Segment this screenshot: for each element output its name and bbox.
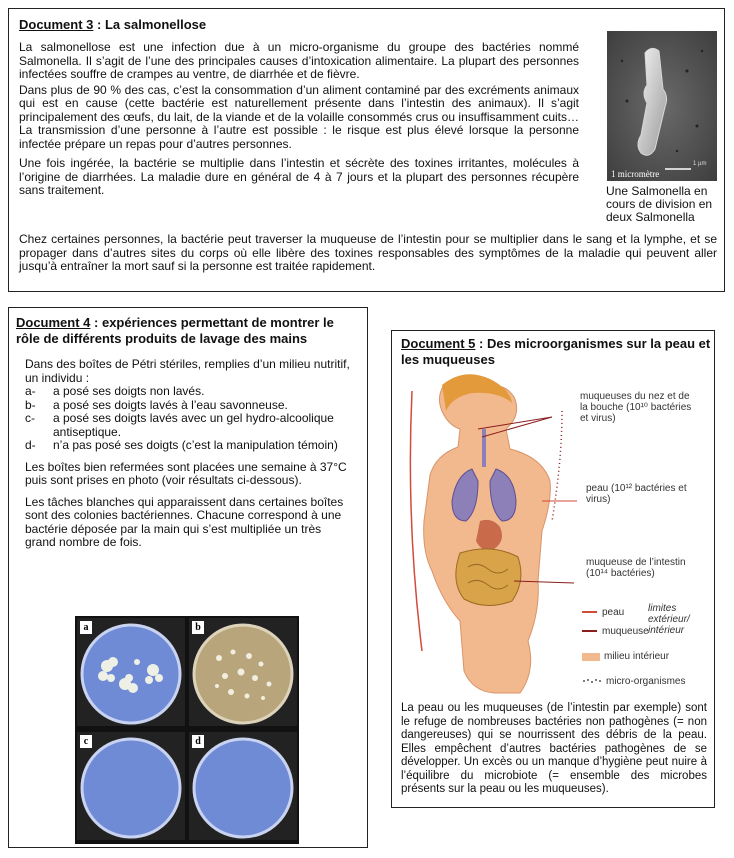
list-item [25, 385, 355, 399]
body-diagram [402, 371, 707, 699]
doc3-paragraph-1: La salmonellose est une infection due à un micro-organisme du groupe des bactéries nommé Salmonella. Il s’agit de l’une des principales causes d’intoxication alimentaire. La plupart des personnes infectées souffre de crampes au ventre, de diarrhée et de fièvre. [19, 40, 579, 81]
petri-dish-a [77, 618, 185, 726]
legend-limites: limites extérieur/ intérieur [648, 603, 690, 636]
doc3-paragraph-4: Chez certaines personnes, la bactérie peut traverser la muqueuse de l’intestin pour se multiplier dans le sang et la lymphe, et se propager dans d’autres sites du corps où elle libère des toxines responsables des symptômes de la maladie qui peuvent aller jusqu’à entraîner la mort sauf si la personne est traitée rapidement. [19, 232, 717, 273]
plate-label-a: a [80, 621, 92, 634]
list-item-text: a posé ses doigts lavés avec un gel hydro-alcoolique antiseptique. [53, 411, 334, 439]
plate-label-d: d [192, 735, 204, 748]
doc4-intro: Dans des boîtes de Pétri stériles, remplies d’un milieu nutritif, un individu : [25, 357, 350, 385]
list-item-key: a- [25, 384, 36, 398]
list-item-key: d- [25, 438, 36, 452]
list-item [25, 439, 355, 453]
doc5-title: Document 5 : Des microorganismes sur la peau et les muqueuses [401, 336, 711, 367]
legend-milieu: milieu intérieur [604, 651, 670, 662]
salmonella-image [607, 31, 717, 181]
legend-muqueuse: muqueuse [602, 626, 649, 637]
label-nose-mouth: muqueuses du nez et de la bouche (10¹⁰ bactéries et virus) [580, 391, 692, 424]
doc5-caption: La peau ou les muqueuses (de l’intestin par exemple) sont le refuge de nombreuses bactéries non pathogènes (= non dangereuses) qui se nourrissent des débris de la peau. Elles empêchent d’autres bactéries pathogènes de se développer. Un excès ou un manque d’hygiène peut nuire à l’équilibre du microbiote (= ensemble des microbes présents sur la peau ou les muqueuses). [401, 702, 707, 795]
doc3-paragraph-2: Dans plus de 90 % des cas, c’est la consommation d’un aliment contaminé par des excréments animaux qui est en cause (cette bactérie est naturellement présente dans l’intestin des animaux). Il s’agit principalement des œufs, du lait, de la viande et de la volaille consommés crus ou insuffisamment cuits…La transmission d’une personne à l’autre est possible : le risque est plus élevé lorsque la personne infectée prépare un repas pour d’autres personnes. [19, 82, 579, 151]
petri-dishes [75, 616, 299, 844]
doc3-title: Document 3 : La salmonellose [19, 17, 207, 32]
list-item-text: a posé ses doigts lavés à l’eau savonneuse. [53, 397, 288, 412]
doc3-text [19, 41, 579, 200]
doc4-list [25, 385, 355, 453]
petri-dish-b [189, 618, 297, 726]
list-item-key: c- [25, 411, 35, 425]
scale-small: 1 µm [693, 161, 707, 167]
list-item-key: b- [25, 397, 36, 412]
scale-label: 1 micromètre [611, 169, 660, 179]
list-item-text: a posé ses doigts non lavés. [53, 384, 205, 398]
doc4-title: Document 4 : expériences permettant de montrer le rôle de différents produits de lavage des mains [16, 315, 334, 346]
plate-label-b: b [192, 621, 204, 634]
doc3-caption: Une Salmonella en cours de division en deux Salmonella [606, 184, 713, 224]
legend-micro: micro-organismes [606, 676, 686, 687]
list-item-text: n’a pas posé ses doigts (c’est la manipulation témoin) [53, 438, 338, 452]
document-4 [8, 307, 368, 848]
doc3-paragraph-3: Une fois ingérée, la bactérie se multiplie dans l’intestin et sécrète des toxines irritantes, molécules à l’origine de diarrhées. La maladie dure en général de 4 à 7 jours et la plupart des personnes récupère sans traitement. [19, 156, 579, 197]
document-3 [8, 8, 725, 292]
petri-dish-c [77, 732, 185, 840]
doc4-paragraph-2: Les boîtes bien refermées sont placées une semaine à 37°C puis sont prises en photo (voir résultats ci-dessous). [25, 459, 347, 487]
salmonella-micrograph [607, 31, 717, 181]
list-item [25, 399, 355, 413]
doc4-body [25, 358, 355, 558]
document-5 [391, 330, 715, 808]
plate-label-c: c [80, 735, 92, 748]
list-item [25, 412, 355, 439]
label-intestine: muqueuse de l’intestin (10¹⁴ bactéries) [586, 557, 686, 579]
label-skin: peau (10¹² bactéries et virus) [586, 483, 687, 505]
petri-dish-d [189, 732, 297, 840]
legend-peau: peau [602, 607, 625, 618]
doc4-paragraph-3: Les tâches blanches qui apparaissent dans certaines boîtes sont des colonies bactériennes. Chacune correspond à une bactérie déposée par la main qui s’est multipliée un très grand nombre de fois. [25, 494, 344, 549]
